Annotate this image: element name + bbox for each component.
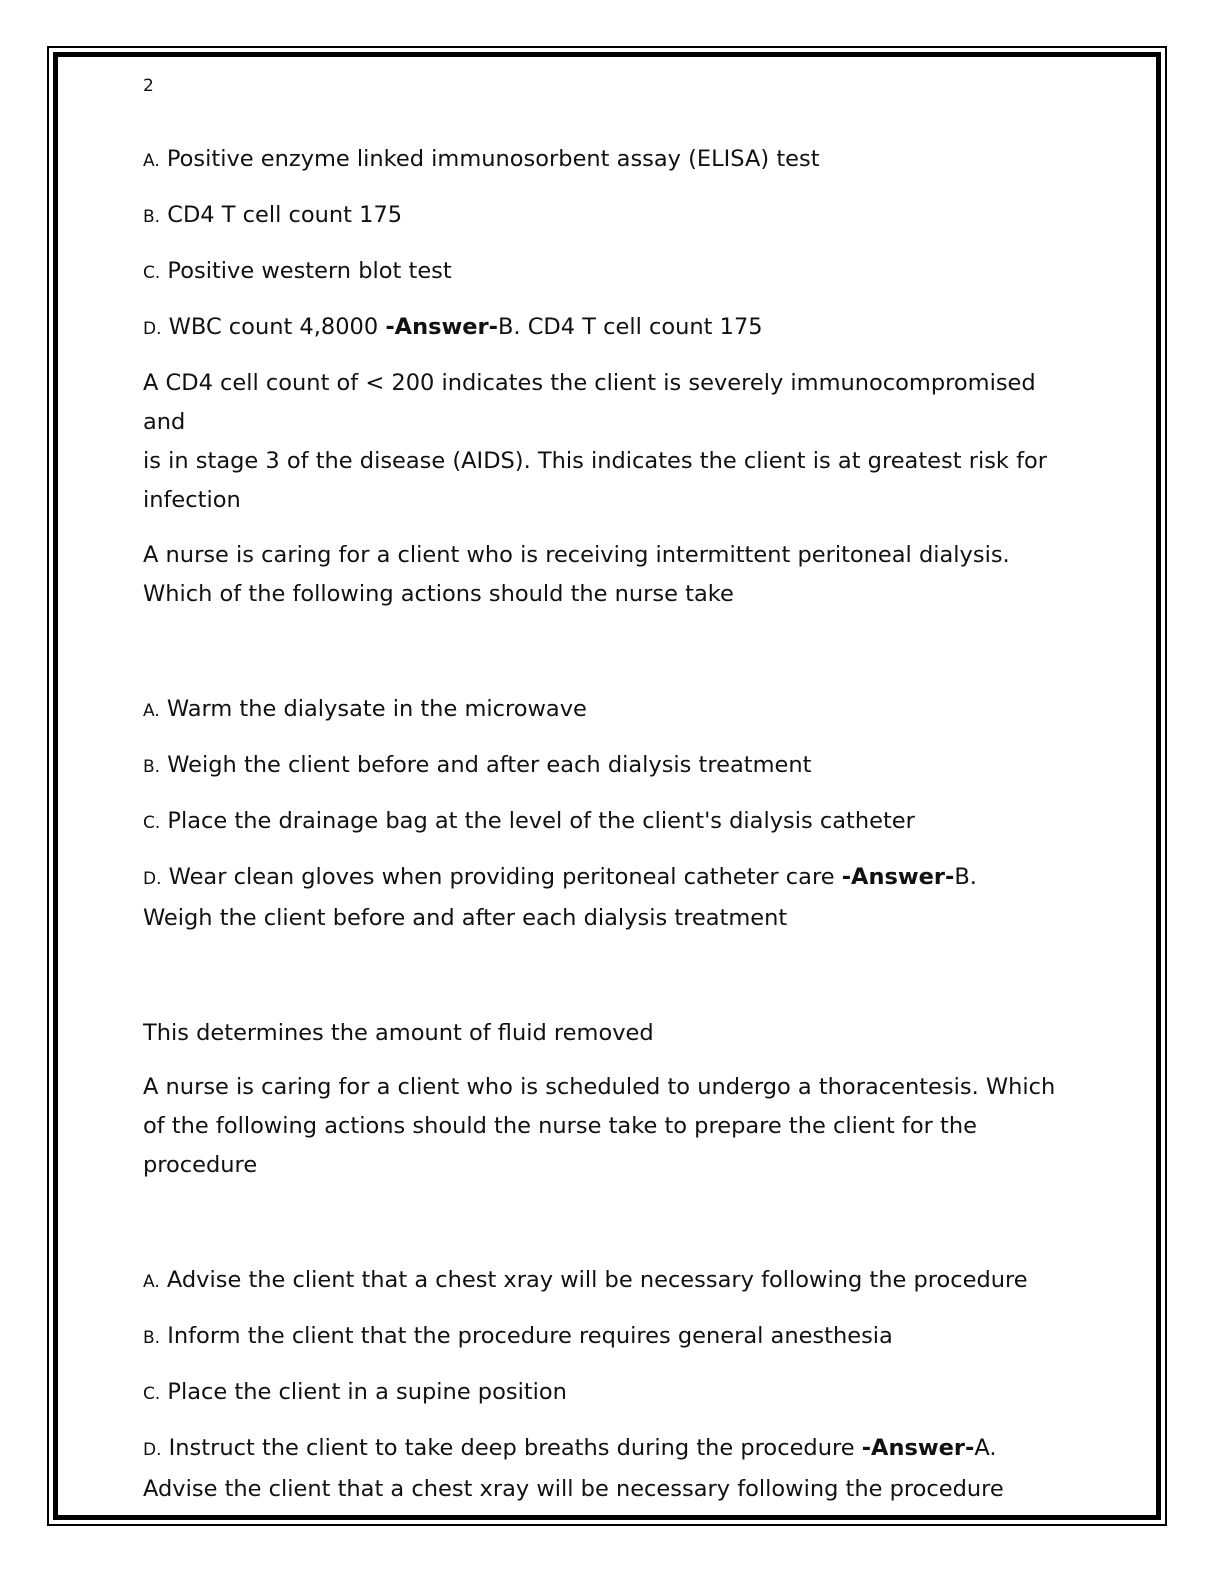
option-a: A. Advise the client that a chest xray will be necessary following the procedure [143, 1267, 1028, 1293]
rationale: A CD4 cell count of < 200 indicates the client is severely immunocompromised and is in stage 3 of the disease (AIDS). This indicates the client is at greatest risk for infection [143, 370, 1048, 513]
option-d-with-answer: D. WBC count 4,8000 -Answer-B. CD4 T cell count 175 [143, 314, 763, 340]
option-b: B. CD4 T cell count 175 [143, 202, 403, 228]
document-body [143, 140, 1083, 1509]
option-b: B. Weigh the client before and after each dialysis treatment [143, 752, 812, 778]
option-c: C. Place the client in a supine position [143, 1379, 567, 1405]
option-c: C. Place the drainage bag at the level of the client's dialysis catheter [143, 808, 915, 834]
answer-text: B. [954, 864, 977, 890]
page-number: 2 [143, 76, 154, 96]
option-b: B. Inform the client that the procedure requires general anesthesia [143, 1323, 893, 1349]
question-stem: A nurse is caring for a client who is receiving intermittent peritoneal dialysis. Which of the following actions should the nurse take [143, 542, 1010, 607]
rationale: This determines the amount of fluid removed [143, 1020, 654, 1046]
question-stem: A nurse is caring for a client who is scheduled to undergo a thoracentesis. Which of the following actions should the nurse take to prepare the client for the procedure [143, 1074, 1056, 1178]
option-c: C. Positive western blot test [143, 258, 452, 284]
answer-continuation: Advise the client that a chest xray will be necessary following the procedure [143, 1476, 1004, 1502]
answer-label: -Answer- [861, 1435, 975, 1461]
option-a: A. Warm the dialysate in the microwave [143, 696, 587, 722]
answer-label: -Answer- [385, 314, 498, 340]
answer-continuation: Weigh the client before and after each dialysis treatment [143, 905, 788, 931]
answer-label: -Answer- [841, 864, 955, 890]
answer-text: B. CD4 T cell count 175 [497, 314, 763, 340]
option-d-with-answer: D. Instruct the client to take deep breaths during the procedure -Answer-A. Advise the client that a chest xray will be necessary following the procedure [143, 1429, 1083, 1509]
answer-text: A. [974, 1435, 997, 1461]
option-a: A. Positive enzyme linked immunosorbent assay (ELISA) test [143, 146, 820, 172]
option-d-with-answer: D. Wear clean gloves when providing peritoneal catheter care -Answer-B. Weigh the client before and after each dialysis treatment [143, 858, 1083, 938]
